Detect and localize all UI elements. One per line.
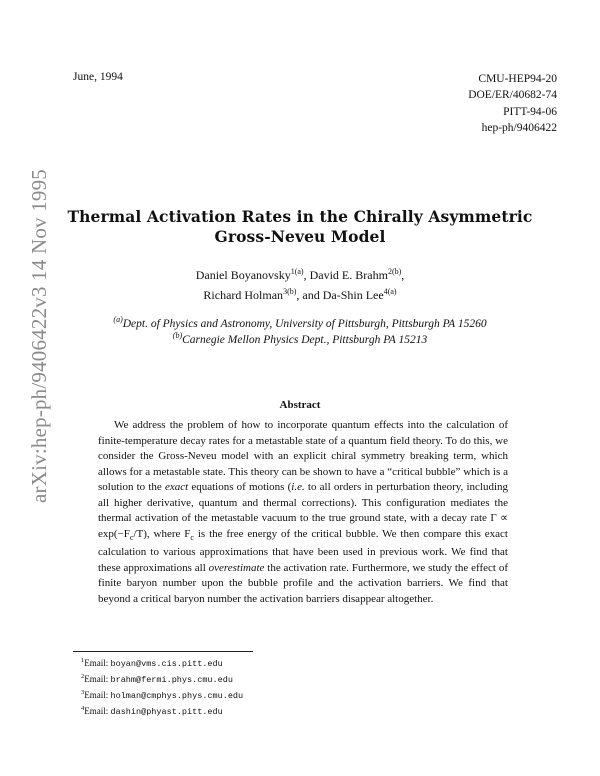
author-list	[0, 265, 600, 305]
affiliation-b	[0, 331, 600, 346]
report-number: PITT-94-06	[503, 105, 557, 118]
affiliation-mark: (a)	[113, 315, 123, 325]
author-name: David E. Brahm	[309, 268, 388, 282]
abstract-text: /T), where F	[133, 527, 191, 540]
abstract-text: to all orders in perturbation theory, including all higher derivative, quantum and thermal corrections). This configuration mediates the thermal activation of the metastable vacuum to the true ground state, with a decay rate Γ ∝ exp(−F	[98, 481, 508, 540]
report-number: DOE/ER/40682-74	[468, 89, 557, 102]
report-number: hep-ph/9406422	[481, 121, 557, 134]
author-mark: 1(a)	[290, 267, 304, 276]
abstract-heading: Abstract	[279, 399, 321, 411]
footnote-mark: 3	[81, 689, 85, 696]
abstract-emphasis: overestimate	[208, 561, 265, 574]
footnote	[81, 672, 243, 688]
author-mark: 4(a)	[383, 287, 397, 296]
footnote-mark: 1	[81, 657, 85, 664]
author-separator: ,	[401, 268, 405, 282]
math-subscript: c	[129, 532, 134, 542]
author-name: Richard Holman	[203, 288, 284, 302]
affiliation-text: Dept. of Physics and Astronomy, University of Pittsburgh, Pittsburgh PA 15260	[122, 318, 487, 330]
footnote	[81, 688, 243, 704]
footnote-mark: 4	[81, 705, 85, 712]
math-subscript: c	[190, 532, 194, 542]
footnote-email[interactable]: brahm@fermi.phys.cmu.edu	[110, 675, 233, 685]
footnote-label: Email:	[84, 706, 111, 716]
affiliation-a	[0, 315, 600, 330]
title-line: Thermal Activation Rates in the Chirally Asymmetric	[67, 207, 533, 226]
author-name: Daniel Boyanovsky	[195, 268, 291, 282]
author-mark: 3(b)	[283, 287, 297, 296]
affiliation-text: Carnegie Mellon Physics Dept., Pittsburgh PA 15213	[182, 334, 428, 346]
title-line: Gross-Neveu Model	[214, 227, 386, 246]
footnote	[81, 704, 243, 720]
footnote-email[interactable]: boyan@vms.cis.pitt.edu	[110, 659, 223, 669]
abstract-text: is the free energy of the critical bubble. We then compare this exact calculation to various approximations that have been used in previous work. We find that these approximations all	[98, 527, 508, 574]
report-numbers	[468, 71, 557, 136]
abstract-emphasis: exact	[164, 481, 189, 493]
author-separator: , and	[296, 288, 323, 302]
paper-title	[0, 207, 600, 247]
abstract-text: the activation rate. Furthermore, we study the effect of finite baryon number upon the bubble profile and the activation barriers. We find that beyond a critical baryon number the activation barriers disappear altogether.	[98, 561, 509, 605]
abstract-text: equations of motions (	[188, 481, 292, 493]
abstract-emphasis: i.e.	[291, 481, 305, 493]
footnote-divider	[73, 651, 253, 652]
footnote-email[interactable]: holman@cmphys.phys.cmu.edu	[110, 691, 244, 701]
author-name: Da-Shin Lee	[322, 288, 384, 302]
publication-date: June, 1994	[73, 71, 123, 83]
footnote-label: Email:	[84, 658, 111, 668]
footnote-mark: 2	[81, 673, 85, 680]
author-separator: ,	[303, 268, 310, 282]
footnote	[81, 656, 243, 672]
abstract-text: We address the problem of how to incorporate quantum effects into the calculation of finite-temperature decay rates for a metastable state of a quantum field theory. To do this, we consider the Gross-Neveu model with an explicit chiral symmetry breaking term, which allows for a metastable state. This theory can be shown to have a “critical bubble” which is a solution to the	[98, 419, 508, 493]
author-mark: 2(b)	[387, 267, 402, 276]
footnote-label: Email:	[84, 690, 111, 700]
footnote-label: Email:	[84, 674, 111, 684]
affiliation-mark: (b)	[172, 331, 183, 341]
footnote-email[interactable]: dashin@phyast.pitt.edu	[110, 707, 223, 717]
arxiv-identifier-stamp: arXiv:hep-ph/9406422v3 14 Nov 1995	[27, 168, 51, 503]
report-number: CMU-HEP94-20	[478, 73, 557, 85]
abstract-body	[98, 418, 508, 607]
footnotes	[81, 656, 243, 720]
